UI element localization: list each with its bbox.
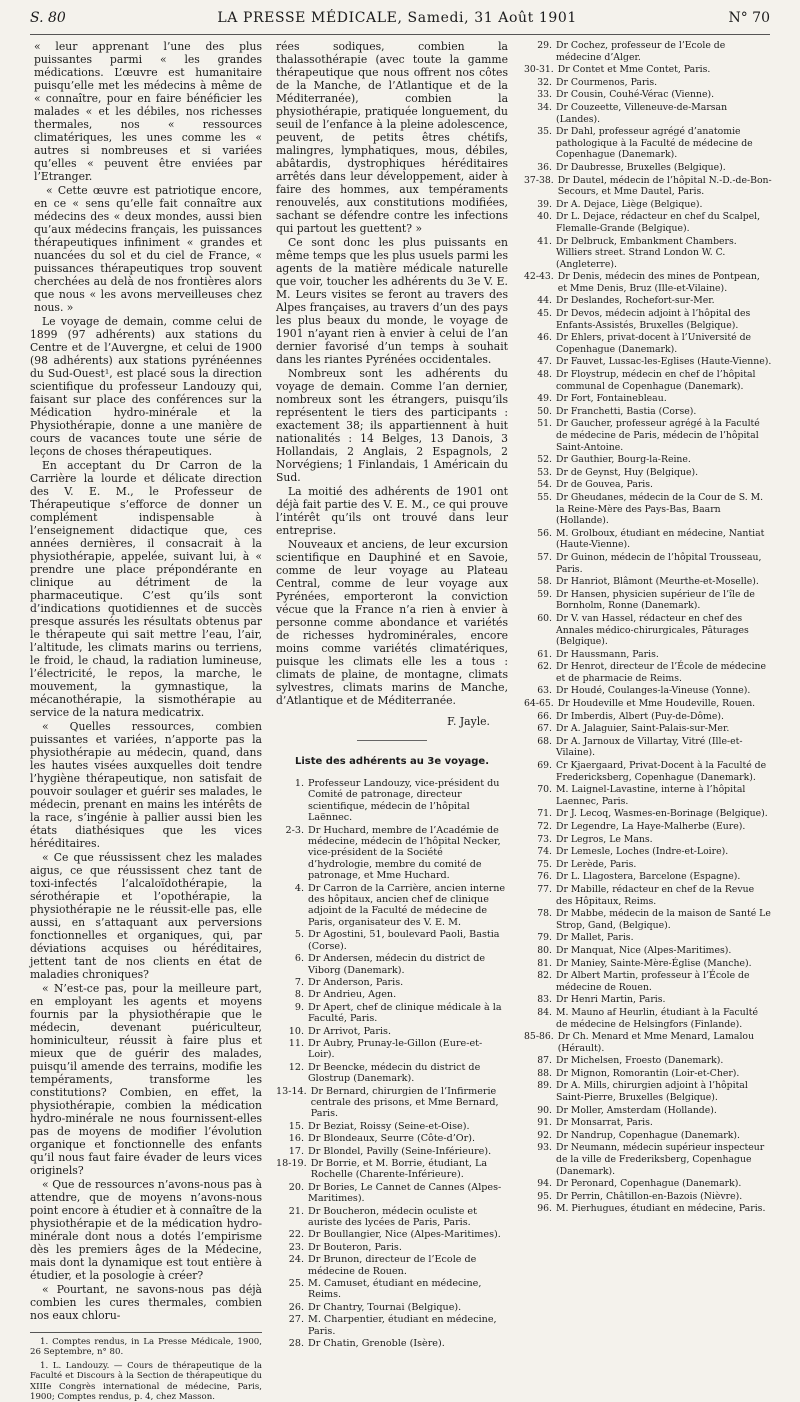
list-item bbox=[524, 1142, 772, 1177]
entry-text: Dr Boullangier, Nice (Alpes-Maritimes). bbox=[308, 1229, 501, 1241]
paragraph: « Que de ressources n’avons-nous pas à attendre, que de moyens n’avons-nous point encore à étudier et à connaître de la physiothérapie et de la médication hydro-minérale dont nous a dotés l’empirisme dès les premiers âges de la Médecine, mais dont la dynamique est tout entière à étudier, et la posologie à créer? bbox=[30, 1178, 262, 1282]
paragraph: « Cette œuvre est patriotique encore, en ce « sens qu’elle fait connaître aux médecins des « deux mondes, aussi bien qu’aux médecins français, les puissances thérapeutiques infiniment « grandes et nuancées du sol et du ciel de France, « puissances thérapeutiques trop souvent cherchées au delà de nos frontières alors que nous « les avons merveilleuses chez nous. » bbox=[34, 184, 262, 314]
page-title: LA PRESSE MÉDICALE, Samedi, 31 Août 1901 bbox=[217, 10, 577, 26]
entry-text: Dr Courmenos, Paris. bbox=[556, 76, 658, 88]
entry-number: 78. bbox=[537, 908, 552, 920]
list-item bbox=[276, 778, 508, 824]
entry-text: Dr Carron de la Carrière, ancien interne des hôpitaux, ancien chef de clinique adjoint de la Faculté de médecine de Paris, organisateur des V. E. M. bbox=[308, 882, 506, 928]
entry-text: Dr Contet et Mme Contet, Paris. bbox=[557, 64, 711, 76]
list-item bbox=[524, 308, 772, 331]
entry-number: 29. bbox=[537, 40, 552, 51]
list-item bbox=[524, 64, 772, 76]
entry-number: 51. bbox=[537, 418, 552, 430]
entry-number: 95. bbox=[537, 1190, 552, 1202]
list-item bbox=[524, 760, 772, 783]
list-item bbox=[524, 40, 772, 63]
entry-text: Dr Peronard, Copenhague (Danemark). bbox=[556, 1178, 742, 1190]
entry-number: 50. bbox=[537, 405, 552, 417]
paragraph: Le voyage de demain, comme celui de 1899 (97 adhérents) aux stations du Centre et de l’Auvergne, et celui de 1900 (98 adhérents) aux stations pyrénéennes du Sud-Ouest¹, est placé sous la direction scientifique du professeur Landouzy qui, faisant sur place des conférences sur la Médication hydro-minérale et la Physiothérapie, donne a une manière de cours de vacances toute une série de leçons de choses thérapeutiques. bbox=[30, 315, 262, 458]
paragraph: Ce sont donc les plus puissants en même temps que les plus usuels parmi les agents de la matière médicale naturelle que voir, toucher les adhérents du 3e V. E. M. Leurs visites se feront au travers des Alpes françaises, au travers d’un des pays les plus beaux du monde, le voyage de 1901 n’ayant rien à envier à celui de l’an dernier favorisé d’un temps à souhait dans les riantes Pyrénées occidentales. bbox=[276, 236, 508, 366]
list-item bbox=[524, 784, 772, 807]
entry-text: Dr Fort, Fontainebleau. bbox=[556, 393, 667, 405]
column-1-text bbox=[30, 40, 262, 1322]
list-item bbox=[276, 1121, 508, 1132]
list-item bbox=[524, 332, 772, 355]
entry-number: 41. bbox=[537, 235, 552, 247]
entry-number: 2-3. bbox=[285, 824, 304, 836]
list-item bbox=[524, 736, 772, 759]
entry-text: Dr Delbruck, Embankment Chambers. Williers street. Strand London W. C. (Angleterre). bbox=[556, 235, 737, 270]
entry-number: 59. bbox=[537, 588, 552, 600]
entry-number: 44. bbox=[537, 295, 552, 307]
issue-number: N° 70 bbox=[728, 10, 770, 26]
entry-number: 18-19. bbox=[276, 1158, 307, 1169]
list-item bbox=[276, 1062, 508, 1085]
list-item bbox=[524, 126, 772, 161]
entry-text: M. Grolboux, étudiant en médecine, Nantiat (Haute-Vienne). bbox=[556, 527, 765, 551]
entry-number: 34. bbox=[537, 101, 552, 113]
list-item bbox=[524, 1117, 772, 1129]
entry-number: 6. bbox=[294, 953, 304, 965]
entry-number: 93. bbox=[537, 1142, 552, 1154]
entry-text: Dr J. Lecoq, Wasmes-en-Borinage (Belgique). bbox=[556, 808, 768, 820]
list-item bbox=[524, 528, 772, 551]
entry-number: 37-38. bbox=[524, 174, 554, 186]
entry-number: 89. bbox=[537, 1080, 552, 1092]
entry-text: Dr Lerède, Paris. bbox=[556, 858, 637, 870]
entry-number: 17. bbox=[288, 1145, 304, 1157]
footnote: 1. L. Landouzy. — Cours de thérapeutique de la Faculté et Discours à la Section de thérapeutique du XIIIe Congrès international de médecine, Paris, 1900; Comptes rendus, p. 4, chez Masson. bbox=[30, 1360, 262, 1402]
list-item bbox=[276, 977, 508, 988]
article-signature: F. Jayle. bbox=[447, 715, 490, 728]
entry-text: Dr Monsarrat, Paris. bbox=[556, 1117, 653, 1129]
list-item bbox=[524, 908, 772, 931]
entry-number: 9. bbox=[294, 1001, 304, 1013]
list-item bbox=[524, 1080, 772, 1103]
entry-number: 85-86. bbox=[524, 1031, 554, 1043]
entry-number: 58. bbox=[537, 576, 552, 588]
paragraph: « leur apprenant l’une des plus puissantes parmi « les grandes médications. L’œuvre est humanitaire puisqu’elle met les médecins à même de « connaître, pour en faire bénéficier les malades « et les débiles, nos richesses thermales, nos « ressources climatériques, les unes comme les « autres si nombreuses et si variées qu’elles « peuvent être enviées par l’Etranger. bbox=[34, 40, 262, 183]
entry-text: Cr Kjaergaard, Privat-Docent à la Faculté de Fredericksberg, Copenhague (Danemark). bbox=[556, 760, 767, 783]
column-1 bbox=[30, 40, 262, 1402]
paragraph: « Pourtant, ne savons-nous pas déjà combien les cures thermales, combien nos eaux chloru- bbox=[30, 1283, 262, 1322]
list-item bbox=[524, 1007, 772, 1030]
entry-text: M. Camuset, étudiant en médecine, Reims. bbox=[308, 1278, 482, 1301]
entry-number: 80. bbox=[537, 944, 552, 956]
list-item bbox=[524, 871, 772, 883]
list-item bbox=[276, 1242, 508, 1253]
entry-text: Dr Imberdis, Albert (Puy-de-Dôme). bbox=[556, 710, 724, 722]
list-item bbox=[524, 1068, 772, 1080]
list-item bbox=[276, 1038, 508, 1061]
entry-number: 20. bbox=[288, 1181, 304, 1193]
entry-text: Dr Franchetti, Bastia (Corse). bbox=[556, 405, 697, 417]
entry-text: Dr Haussmann, Paris. bbox=[556, 648, 659, 660]
list-item bbox=[524, 295, 772, 307]
entry-text: M. Mauno af Heurlin, étudiant à la Faculté de médecine de Helsingfors (Finlande). bbox=[556, 1006, 758, 1030]
entry-text: Dr Brunon, directeur de l’Ecole de médecine de Rouen. bbox=[308, 1254, 477, 1277]
list-item bbox=[524, 552, 772, 575]
entry-text: Dr Bories, Le Cannet de Cannes (Alpes-Maritimes). bbox=[308, 1181, 502, 1205]
divider bbox=[357, 740, 427, 741]
list-item bbox=[524, 418, 772, 453]
list-item bbox=[524, 479, 772, 491]
entry-number: 54. bbox=[537, 479, 552, 491]
entry-text: Dr Anderson, Paris. bbox=[308, 976, 404, 988]
entry-text: Dr Ch. Menard et Mme Menard, Lamalou (Hérault). bbox=[557, 1031, 755, 1054]
entry-text: Dr Beencke, médecin du district de Glostrup (Danemark). bbox=[308, 1061, 481, 1085]
entry-number: 25. bbox=[288, 1278, 304, 1290]
entry-number: 39. bbox=[537, 198, 552, 210]
list-item bbox=[524, 958, 772, 970]
list-item bbox=[524, 356, 772, 368]
entry-number: 66. bbox=[537, 710, 552, 722]
entry-number: 11. bbox=[288, 1037, 304, 1049]
list-item bbox=[524, 393, 772, 405]
entry-text: Dr Mabbe, médecin de la maison de Santé Le Strop, Gand, (Belgique). bbox=[556, 908, 771, 931]
entry-text: Dr V. van Hassel, rédacteur en chef des Annales médico-chirurgicales, Pâturages (Belgique). bbox=[556, 612, 749, 648]
entry-text: Dr Henrot, directeur de l’École de médecine et de pharmacie de Reims. bbox=[556, 661, 767, 684]
list-item bbox=[524, 834, 772, 846]
entry-number: 22. bbox=[288, 1229, 304, 1241]
adherents-list-part-1 bbox=[276, 778, 508, 1350]
entry-text: Dr Henri Martin, Paris. bbox=[556, 994, 666, 1006]
entry-text: Dr Neumann, médecin supérieur inspecteur de la ville de Frederiksberg, Copenhague (Danemark). bbox=[556, 1142, 765, 1177]
entry-number: 16. bbox=[288, 1133, 304, 1145]
entry-number: 61. bbox=[537, 648, 552, 660]
entry-text: Dr Cousin, Couhé-Vérac (Vienne). bbox=[556, 89, 715, 101]
entry-text: Dr Ehlers, privat-docent à l’Université de Copenhague (Danemark). bbox=[556, 332, 752, 355]
list-item bbox=[524, 492, 772, 527]
list-item bbox=[276, 1146, 508, 1157]
page-number: S. 80 bbox=[30, 10, 66, 26]
entry-number: 56. bbox=[537, 527, 552, 539]
entry-text: Dr Andersen, médecin du district de Viborg (Danemark). bbox=[308, 953, 486, 976]
entry-number: 69. bbox=[537, 760, 552, 772]
entry-text: Dr Houdeville et Mme Houdeville, Rouen. bbox=[557, 698, 756, 710]
entry-text: Dr Dahl, professeur agrégé d’anatomie pathologique à la Faculté de médecine de Copenhague (Danemark). bbox=[556, 126, 753, 161]
entry-text: Dr Agostini, 51, boulevard Paoli, Bastia (Corse). bbox=[308, 929, 500, 952]
entry-text: Dr Perrin, Châtillon-en-Bazois (Nièvre). bbox=[556, 1190, 743, 1202]
entry-number: 81. bbox=[537, 957, 552, 969]
list-item bbox=[276, 953, 508, 976]
list-item bbox=[524, 698, 772, 710]
list-item bbox=[524, 271, 772, 294]
entry-text: Dr Borrie, et M. Borrie, étudiant, La Rochelle (Charente-Inférieure). bbox=[310, 1158, 488, 1181]
entry-text: Dr Lemesle, Loches (Indre-et-Loire). bbox=[556, 846, 729, 858]
list-item bbox=[524, 162, 772, 174]
list-item bbox=[524, 970, 772, 993]
list-item bbox=[524, 685, 772, 697]
entry-text: Dr L. Dejace, rédacteur en chef du Scalpel, Flemalle-Grande (Belgique). bbox=[556, 211, 761, 234]
entry-number: 74. bbox=[537, 846, 552, 858]
list-item bbox=[524, 1178, 772, 1190]
entry-text: Dr Houdé, Coulanges-la-Vineuse (Yonne). bbox=[556, 685, 751, 697]
entry-number: 57. bbox=[537, 551, 552, 563]
paragraph: rées sodiques, combien la thalassothérapie (avec toute la gamme thérapeutique que nous offrent nos côtes de la Manche, de l’Atlantique et de la Méditerranée), combien la physiothérapie, pratiquée longuement, du seuil de l’enfance à la pleine adolescence, peuvent, de petits êtres chétifs, malingres, lymphatiques, mous, débiles, abâtardis, dystrophiques héréditaires arrêtés dans leur développement, aider à faire des hommes, aux tempéraments renouvelés, aux constitutions modifiées, sachant se défendre contre les infections qui partout les guettent? » bbox=[276, 40, 508, 235]
entry-number: 76. bbox=[537, 871, 552, 883]
entry-text: Dr Boucheron, médecin oculiste et auriste des lycées de Paris, Paris. bbox=[308, 1205, 477, 1229]
entry-text: Dr Cochez, professeur de l’Ecole de médecine d’Alger. bbox=[556, 40, 726, 63]
entry-number: 53. bbox=[537, 466, 552, 478]
entry-text: Dr Chatin, Grenoble (Isère). bbox=[308, 1338, 445, 1350]
entry-number: 10. bbox=[288, 1025, 304, 1037]
list-item bbox=[524, 859, 772, 871]
entry-text: Dr Huchard, membre de l’Académie de médecine, médecin de l’hôpital Necker, vice-président de la Société d’hydrologie, membre du comité de patronage, et Mme Huchard. bbox=[308, 824, 501, 882]
list-item bbox=[524, 649, 772, 661]
paragraph: Nombreux sont les adhérents du voyage de demain. Comme l’an dernier, nombreux sont les étrangers, puisqu’ils représentent le tiers des participants : exactement 38; ils appartiennent à huit nationalités : 14 Belges, 13 Danois, 3 Hollandais, 2 Anglais, 2 Espagnols, 2 Norvégiens; 1 Finlandais, 1 Américain du Sud. bbox=[276, 367, 508, 484]
paragraph: La moitié des adhérents de 1901 ont déjà fait partie des V. E. M., ce qui prouve l’intérêt qu’ils ont trouvé dans leur entreprise. bbox=[276, 485, 508, 537]
paragraph: En acceptant du Dr Carron de la Carrière la lourde et délicate direction des V. E. M., le Professeur de Thérapeutique s’efforce de donner un complément indispensable à l’enseignement didactique que, ces années dernières, il consacrait à la physiothérapie, appelée, suivant lui, à « prendre une place prépondérante en clinique au détriment de la pharmaceutique. C’est qu’ils sont d’indications quotidiennes et de succès presque assurés les résultats obtenus par le thérapeute qui sait mettre l’eau, l’air, l’altitude, les climats marins ou terriens, le froid, le chaud, la radiation lumineuse, l’électricité, le repos, la marche, le mouvement, la gymnastique, la mécanothérapie, la sismothérapie au service de la natura medicatrix. bbox=[30, 459, 262, 719]
list-item bbox=[276, 929, 508, 952]
entry-text: Dr Floystrup, médecin en chef de l’hôpital communal de Copenhague (Danemark). bbox=[556, 369, 756, 392]
entry-number: 96. bbox=[537, 1203, 552, 1215]
entry-number: 62. bbox=[537, 661, 552, 673]
entry-text: Dr Legros, Le Mans. bbox=[556, 833, 653, 845]
entry-number: 42-43. bbox=[524, 271, 554, 283]
list-item bbox=[524, 1130, 772, 1142]
entry-text: Dr Daubresse, Bruxelles (Belgique). bbox=[556, 161, 726, 173]
entry-text: Dr Couzeette, Villeneuve-de-Marsan (Landes). bbox=[556, 101, 728, 125]
entry-text: M. Pierhugues, étudiant en médecine, Paris. bbox=[556, 1203, 766, 1215]
entry-text: Dr Devos, médecin adjoint à l’hôpital des Enfants-Assistés, Bruxelles (Belgique). bbox=[556, 308, 751, 331]
entry-number: 52. bbox=[537, 454, 552, 466]
entry-number: 1. bbox=[294, 778, 304, 789]
entry-number: 73. bbox=[537, 833, 552, 845]
entry-number: 23. bbox=[288, 1241, 304, 1253]
list-item bbox=[524, 846, 772, 858]
list-item bbox=[524, 821, 772, 833]
entry-number: 15. bbox=[288, 1120, 304, 1132]
entry-text: Dr Denis, médecin des mines de Pontpean, et Mme Denis, Bruz (Ille-et-Vilaine). bbox=[557, 271, 760, 294]
entry-number: 46. bbox=[537, 332, 552, 344]
list-item bbox=[276, 1278, 508, 1301]
list-item bbox=[524, 711, 772, 723]
list-item bbox=[524, 576, 772, 588]
adherents-list-part-2 bbox=[524, 40, 772, 1215]
entry-text: Dr Bouteron, Paris. bbox=[308, 1241, 402, 1253]
entry-number: 67. bbox=[537, 723, 552, 735]
list-item bbox=[524, 1191, 772, 1203]
entry-text: Dr Deslandes, Rochefort-sur-Mer. bbox=[556, 295, 715, 307]
entry-number: 4. bbox=[294, 882, 304, 894]
list-item bbox=[524, 723, 772, 735]
entry-text: Dr Apert, chef de clinique médicale à la Faculté, Paris. bbox=[308, 1001, 502, 1025]
entry-number: 40. bbox=[537, 211, 552, 223]
list-item bbox=[524, 1031, 772, 1054]
entry-text: Dr Andrieu, Agen. bbox=[308, 989, 397, 1001]
entry-number: 27. bbox=[288, 1314, 304, 1326]
list-item bbox=[276, 1002, 508, 1025]
entry-number: 91. bbox=[537, 1117, 552, 1129]
list-item bbox=[524, 77, 772, 89]
entry-number: 5. bbox=[294, 929, 304, 941]
list-item bbox=[524, 199, 772, 211]
list-item bbox=[524, 808, 772, 820]
entry-text: Dr A. Mills, chirurgien adjoint à l’hôpital Saint-Pierre, Bruxelles (Belgique). bbox=[556, 1080, 748, 1104]
column-2 bbox=[276, 40, 508, 1350]
entry-text: Dr Michelsen, Froesto (Danemark). bbox=[556, 1055, 724, 1067]
list-item bbox=[524, 613, 772, 648]
entry-text: M. Laignel-Lavastine, interne à l’hôpital Laennec, Paris. bbox=[556, 784, 746, 807]
paragraph: « Ce que réussissent chez les malades aigus, ce que réussissent chez tant de toxi-infectés l’alcaloïdothérapie, la sérothérapie et l’opothérapie, la physiothérapie ne le réussit-elle pas, elle aussi, en s’attaquant aux perversions fonctionnelles et organiques, qui, par déviations acquises ou héréditaires, jettent tant de nos clients en état de maladies chroniques? bbox=[30, 851, 262, 981]
list-item bbox=[524, 369, 772, 392]
entry-number: 64-65. bbox=[524, 698, 554, 710]
list-item bbox=[524, 589, 772, 612]
list-item bbox=[524, 211, 772, 234]
entry-number: 68. bbox=[537, 735, 552, 747]
entry-number: 21. bbox=[288, 1205, 304, 1217]
entry-text: Dr Beziat, Roissy (Seine-et-Oise). bbox=[308, 1120, 470, 1132]
list-item bbox=[276, 825, 508, 882]
list-item bbox=[276, 1158, 508, 1181]
entry-number: 36. bbox=[537, 161, 552, 173]
entry-text: Dr Legendre, La Haye-Malherbe (Eure). bbox=[556, 821, 746, 832]
entry-text: Dr de Gouvea, Paris. bbox=[556, 479, 654, 491]
entry-text: Dr Nandrup, Copenhague (Danemark). bbox=[556, 1129, 740, 1141]
entry-text: Dr Blondeaux, Seurre (Côte-d’Or). bbox=[308, 1133, 476, 1145]
entry-number: 71. bbox=[537, 808, 552, 820]
entry-text: Dr Manquat, Nice (Alpes-Maritimes). bbox=[556, 944, 732, 956]
footnotes bbox=[30, 1332, 262, 1402]
entry-number: 75. bbox=[537, 858, 552, 870]
list-item bbox=[276, 1086, 508, 1120]
column-3 bbox=[524, 40, 772, 1215]
entry-text: Dr Dautel, médecin de l’hôpital N.-D.-de-Bon-Secours, et Mme Dautel, Paris. bbox=[557, 174, 772, 198]
entry-number: 45. bbox=[537, 308, 552, 320]
list-item bbox=[524, 236, 772, 271]
entry-text: Dr A. Dejace, Liège (Belgique). bbox=[556, 198, 703, 210]
paragraph: « N’est-ce pas, pour la meilleure part, en employant les agents et moyens fournis par la physiothérapie que le médecin, devenant puériculteur, hominiculteur, réussit à faire plus et mieux que de guérir des malades, puisqu’il amende des terrains, modifie les tempéraments, transforme les constitutions? Combien, en effet, la physiothérapie, combien la médication hydro-minérale ne nous fournissent-elles pas de moyens de modifier l’évolution organique et fonctionnelle des enfants qu’il nous faut faire évader de leurs vices originels? bbox=[30, 982, 262, 1177]
entry-number: 8. bbox=[294, 989, 304, 1001]
list-item bbox=[276, 1338, 508, 1349]
entry-text: Dr Mignon, Romorantin (Loir-et-Cher). bbox=[556, 1067, 740, 1079]
list-item bbox=[524, 467, 772, 479]
list-item bbox=[524, 175, 772, 198]
entry-number: 55. bbox=[537, 491, 552, 503]
entry-text: Dr Albert Martin, professeur à l’École de médecine de Rouen. bbox=[556, 970, 750, 993]
list-item bbox=[276, 1206, 508, 1229]
entry-text: Dr Mallet, Paris. bbox=[556, 932, 634, 944]
entry-number: 13-14. bbox=[276, 1085, 307, 1097]
entry-number: 28. bbox=[288, 1338, 304, 1350]
list-item bbox=[276, 1182, 508, 1205]
entry-text: Dr Blondel, Pavilly (Seine-Inférieure). bbox=[308, 1145, 492, 1157]
entry-text: Dr Gauthier, Bourg-la-Reine. bbox=[556, 454, 691, 466]
entry-text: Dr Maniey, Sainte-Mère-Église (Manche). bbox=[556, 957, 752, 969]
entry-number: 26. bbox=[288, 1301, 304, 1313]
list-item bbox=[524, 1105, 772, 1117]
entry-number: 88. bbox=[537, 1067, 552, 1079]
entry-text: Dr Moller, Amsterdam (Hollande). bbox=[556, 1104, 717, 1116]
page-header bbox=[30, 10, 770, 35]
entry-number: 82. bbox=[537, 970, 552, 982]
list-item bbox=[276, 1229, 508, 1240]
footnote: 1. Comptes rendus, in La Presse Médicale, 1900, 26 Septembre, n° 80. bbox=[30, 1337, 262, 1358]
list-item bbox=[524, 1055, 772, 1067]
entry-number: 33. bbox=[537, 89, 552, 101]
entry-text: Dr Chantry, Tournai (Belgique). bbox=[308, 1301, 462, 1313]
entry-text: Dr Gaucher, professeur agrégé à la Faculté de médecine de Paris, médecin de l’hôpital Saint-Antoine. bbox=[556, 418, 760, 453]
entry-text: Dr Guinon, médecin de l’hôpital Trousseau, Paris. bbox=[556, 551, 762, 575]
entry-text: Dr Mabille, rédacteur en chef de la Revue des Hôpitaux, Reims. bbox=[556, 883, 755, 907]
entry-number: 77. bbox=[537, 883, 552, 895]
entry-number: 24. bbox=[288, 1254, 304, 1266]
entry-text: Dr Bernard, chirurgien de l’Infirmerie centrale des prisons, et Mme Bernard, Paris. bbox=[310, 1085, 499, 1120]
list-item bbox=[524, 1203, 772, 1215]
list-item bbox=[276, 1026, 508, 1037]
list-item bbox=[276, 1254, 508, 1277]
entry-number: 60. bbox=[537, 612, 552, 624]
list-item bbox=[524, 102, 772, 125]
entry-number: 84. bbox=[537, 1006, 552, 1018]
entry-text: Dr de Geynst, Huy (Belgique). bbox=[556, 466, 699, 478]
entry-text: Dr Aubry, Prunay-le-Gillon (Eure-et-Loir). bbox=[308, 1037, 483, 1061]
entry-number: 47. bbox=[537, 356, 552, 368]
entry-text: Dr Hanriot, Blâmont (Meurthe-et-Moselle). bbox=[556, 576, 759, 588]
entry-number: 87. bbox=[537, 1055, 552, 1067]
list-item bbox=[524, 406, 772, 418]
entry-number: 35. bbox=[537, 126, 552, 138]
entry-number: 79. bbox=[537, 932, 552, 944]
entry-number: 90. bbox=[537, 1104, 552, 1116]
entry-number: 94. bbox=[537, 1178, 552, 1190]
list-item bbox=[524, 932, 772, 944]
entry-number: 92. bbox=[537, 1129, 552, 1141]
entry-text: Dr A. Jalaguier, Saint-Palais-sur-Mer. bbox=[556, 723, 730, 735]
entry-text: Dr Hansen, physicien supérieur de l’île de Bornholm, Ronne (Danemark). bbox=[556, 588, 755, 612]
entry-number: 83. bbox=[537, 994, 552, 1006]
entry-text: M. Charpentier, étudiant en médecine, Paris. bbox=[308, 1314, 497, 1337]
paragraph: Nouveaux et anciens, de leur excursion scientifique en Dauphiné et en Savoie, comme de leur voyage au Plateau Central, comme de leur voyage aux Pyrénées, emporteront la conviction vécue que la France n’a rien à envier à personne comme abondance et variétés de richesses hydrominérales, encore moins comme variétés climatériques, puisque les climats elle les a tous : climats de plaine, de montagne, climats sylvestres, climats marins de Manche, d’Atlantique et de Méditerranée. bbox=[276, 538, 508, 707]
list-item bbox=[276, 989, 508, 1000]
list-item bbox=[276, 1302, 508, 1313]
list-item bbox=[524, 454, 772, 466]
list-item bbox=[524, 945, 772, 957]
list-title: Liste des adhérents au 3e voyage. bbox=[295, 756, 489, 767]
entry-text: Professeur Landouzy, vice-président du Comité de patronage, directeur scientifique, médecin de l’hôpital Laënnec. bbox=[308, 778, 500, 824]
list-item bbox=[524, 884, 772, 907]
entry-number: 49. bbox=[537, 393, 552, 405]
list-item bbox=[276, 1314, 508, 1337]
entry-number: 63. bbox=[537, 685, 552, 697]
entry-text: Dr L. Llagostera, Barcelone (Espagne). bbox=[556, 871, 741, 883]
entry-number: 70. bbox=[537, 784, 552, 796]
entry-number: 7. bbox=[294, 976, 304, 988]
entry-number: 72. bbox=[537, 821, 552, 832]
list-item bbox=[276, 1133, 508, 1144]
list-item bbox=[524, 661, 772, 684]
entry-number: 30-31. bbox=[524, 64, 554, 76]
entry-number: 12. bbox=[288, 1061, 304, 1073]
list-item bbox=[276, 883, 508, 929]
entry-text: Dr Gheudanes, médecin de la Cour de S. M. la Reine-Mère des Pays-Bas, Baarn (Hollande). bbox=[556, 491, 764, 527]
list-item bbox=[524, 994, 772, 1006]
entry-number: 32. bbox=[537, 76, 552, 88]
paragraph: « Quelles ressources, combien puissantes et variées, n’apporte pas la physiothérapie au médecin, quand, dans les hautes visées auxquelles doit tendre l’hygiène thérapeutique, non satisfait de pouvoir soulager et guérir ses malades, le médecin, prenant en mains les intérêts de la race, s’ingénie à pallier aussi bien les états diathésiques que les vices héréditaires. bbox=[30, 720, 262, 850]
entry-text: Dr Arrivot, Paris. bbox=[308, 1025, 392, 1037]
list-item bbox=[524, 89, 772, 101]
entry-number: 48. bbox=[537, 369, 552, 381]
entry-text: Dr Fauvet, Lussac-les-Eglises (Haute-Vienne). bbox=[556, 356, 772, 368]
entry-text: Dr A. Jarnoux de Villartay, Vitré (Ille-et-Vilaine). bbox=[556, 735, 743, 759]
